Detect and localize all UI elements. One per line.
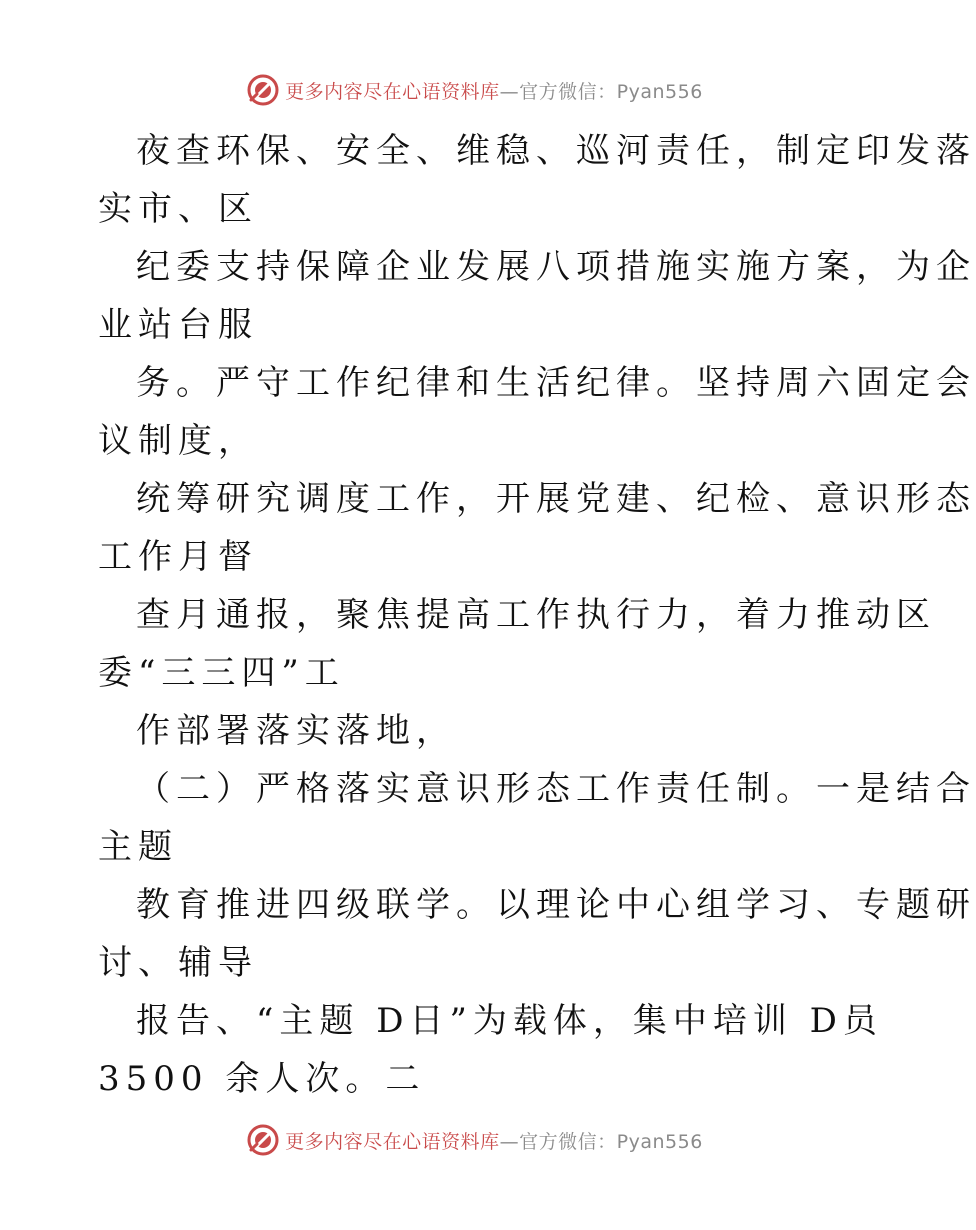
- watermark-dash: —: [499, 80, 520, 103]
- text-line: 查月通报，聚焦提高工作执行力，着力推动区: [136, 595, 936, 635]
- text-line: 夜查环保、安全、维稳、巡河责任，制定印发落: [136, 131, 976, 171]
- watermark-dash: —: [499, 1130, 520, 1153]
- watermark-logo-icon: [247, 74, 279, 106]
- text-line: 统筹研究调度工作，开展党建、纪检、意识形态: [136, 479, 976, 519]
- text-line: 议制度，: [98, 421, 258, 461]
- text-line: 业站台服: [98, 305, 258, 345]
- text-line: 工作月督: [98, 537, 258, 577]
- text-line: 教育推进四级联学。以理论中心组学习、专题研: [136, 885, 976, 925]
- text-line: 主题: [98, 827, 178, 867]
- footer-watermark: [0, 1120, 950, 1160]
- text-line: 务。严守工作纪律和生活纪律。坚持周六固定会: [136, 363, 976, 403]
- text-line: （二）严格落实意识形态工作责任制。一是结合: [136, 769, 976, 809]
- text-line: 3500 余人次。二: [98, 1059, 426, 1099]
- text-line: 实市、区: [98, 189, 258, 229]
- watermark-contact: 官方微信：Pyan556: [519, 80, 703, 103]
- watermark-text: [285, 1127, 703, 1154]
- text-line: 报告、“主题 D日”为载体，集中培训 D员: [136, 1001, 883, 1041]
- watermark-logo-icon: [247, 1124, 279, 1156]
- watermark-text: [285, 77, 703, 104]
- header-watermark: [0, 70, 950, 110]
- text-line: 作部署落实落地，: [136, 711, 456, 751]
- text-line: 纪委支持保障企业发展八项措施实施方案，为企: [136, 247, 976, 287]
- watermark-brand: 更多内容尽在心语资料库: [285, 80, 500, 103]
- watermark-brand: 更多内容尽在心语资料库: [285, 1130, 500, 1153]
- document-body: [98, 122, 976, 1108]
- text-line: 讨、辅导: [98, 943, 258, 983]
- watermark-contact: 官方微信：Pyan556: [519, 1130, 703, 1153]
- text-line: 委“三三四”工: [98, 653, 345, 693]
